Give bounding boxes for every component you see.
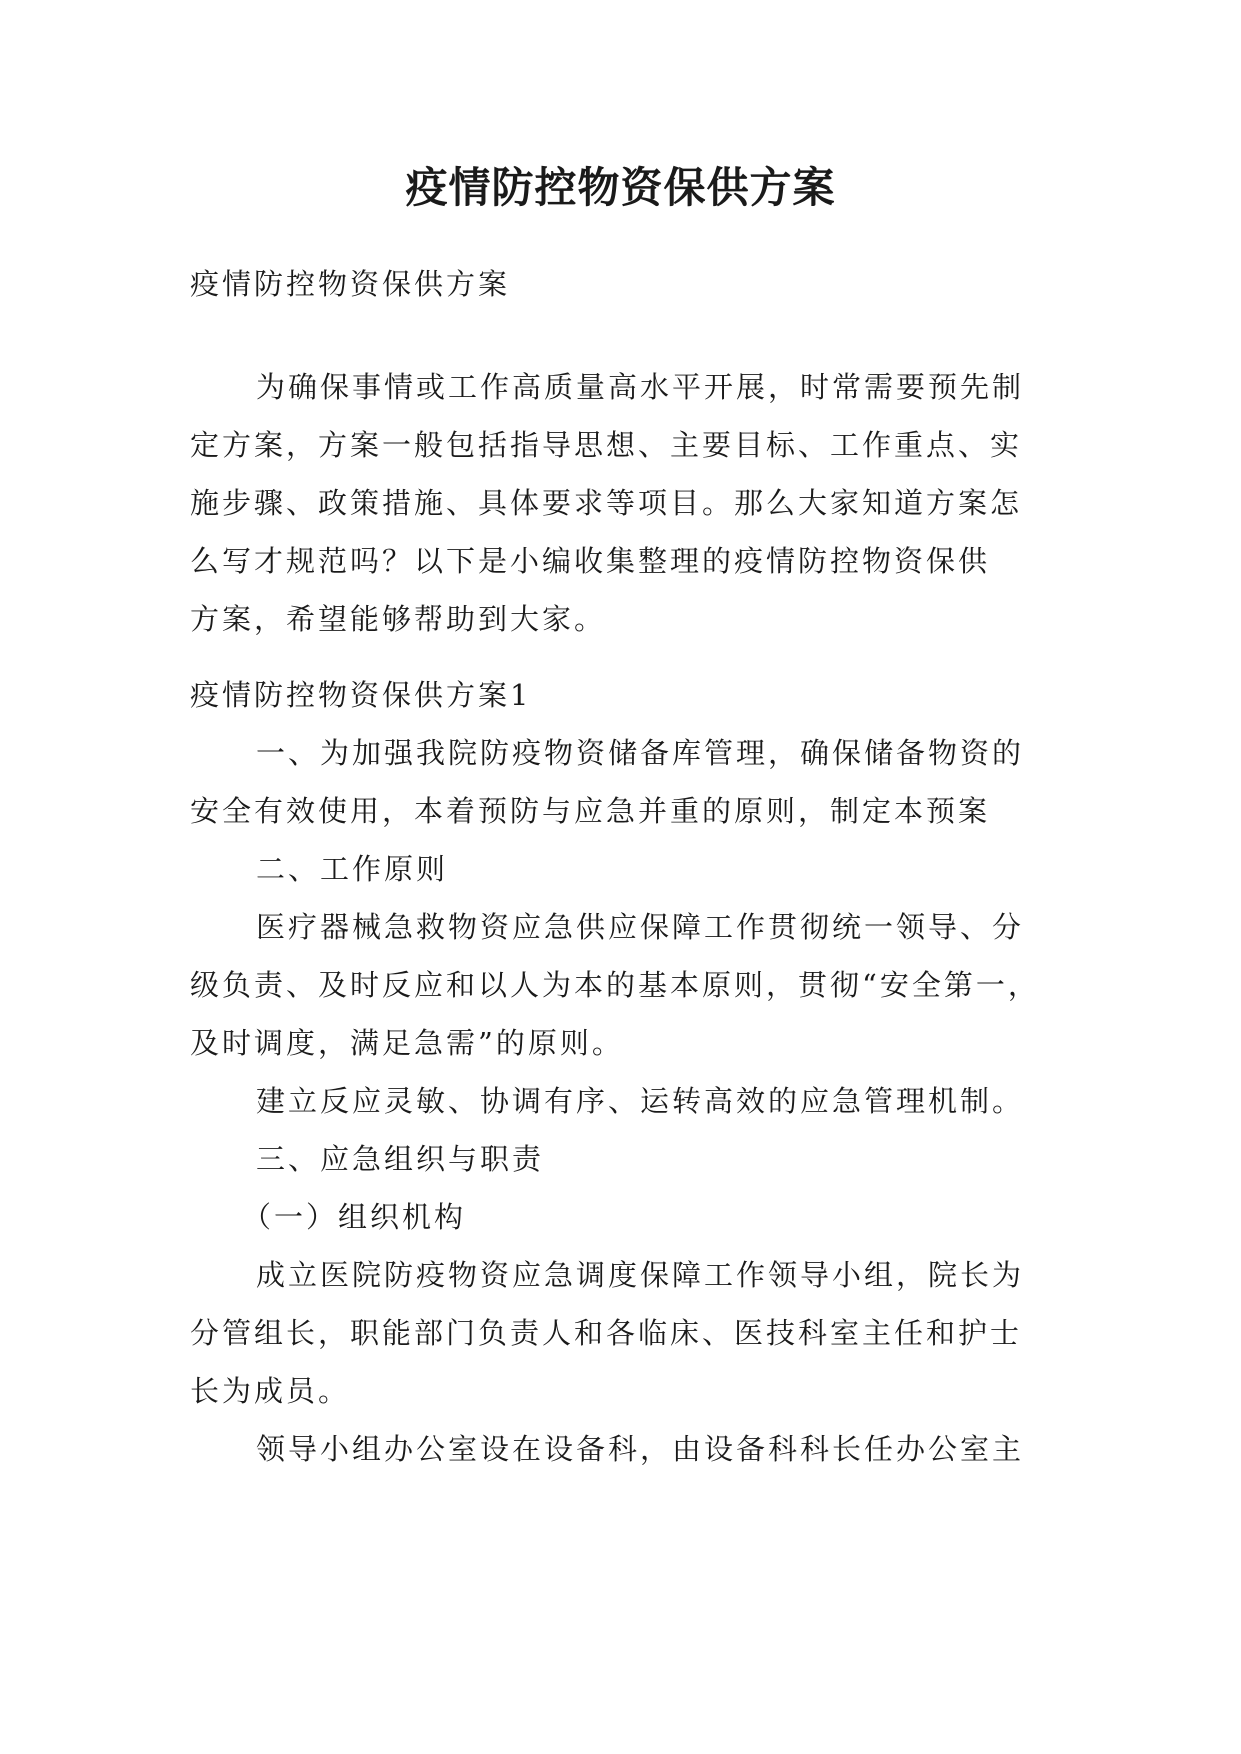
section-line: 领导小组办公室设在设备科，由设备科科长任办公室主 — [256, 1432, 1025, 1466]
section-1 — [190, 666, 1052, 1478]
section-line: 二、工作原则 — [256, 852, 449, 886]
section-line: 长为成员。 — [190, 1374, 351, 1408]
intro-line: 方案，希望能够帮助到大家。 — [190, 602, 607, 636]
intro-paragraph — [190, 358, 1052, 648]
section-line: 三、应急组织与职责 — [256, 1142, 545, 1176]
section-line: （一）组织机构 — [242, 1200, 467, 1234]
section-line: 成立医院防疫物资应急调度保障工作领导小组，院长为 — [256, 1258, 1025, 1292]
section-line: 建立反应灵敏、协调有序、运转高效的应急管理机制。 — [256, 1084, 1025, 1118]
section-line: 及时调度，满足急需”的原则。 — [190, 1026, 624, 1060]
section-line: 级负责、及时反应和以人为本的基本原则，贯彻“安全第一， — [190, 968, 1040, 1002]
intro-line: 为确保事情或工作高质量高水平开展，时常需要预先制 — [256, 370, 1025, 404]
subtitle-text: 疫情防控物资保供方案 — [190, 267, 511, 301]
intro-line: 施步骤、政策措施、具体要求等项目。那么大家知道方案怎 — [190, 486, 1023, 520]
section-line: 安全有效使用，本着预防与应急并重的原则，制定本预案 — [190, 794, 991, 828]
intro-line: 么写才规范吗？以下是小编收集整理的疫情防控物资保供 — [190, 544, 991, 578]
section-heading: 疫情防控物资保供方案1 — [190, 678, 532, 712]
section-line: 医疗器械急救物资应急供应保障工作贯彻统一领导、分 — [256, 910, 1025, 944]
section-line: 分管组长，职能部门负责人和各临床、医技科室主任和护士 — [190, 1316, 1023, 1350]
document-title: 疫情防控物资保供方案 — [405, 163, 836, 212]
document-subtitle — [190, 255, 1052, 313]
intro-line: 定方案，方案一般包括指导思想、主要目标、工作重点、实 — [190, 428, 1023, 462]
section-line: 一、为加强我院防疫物资储备库管理，确保储备物资的 — [256, 736, 1025, 770]
